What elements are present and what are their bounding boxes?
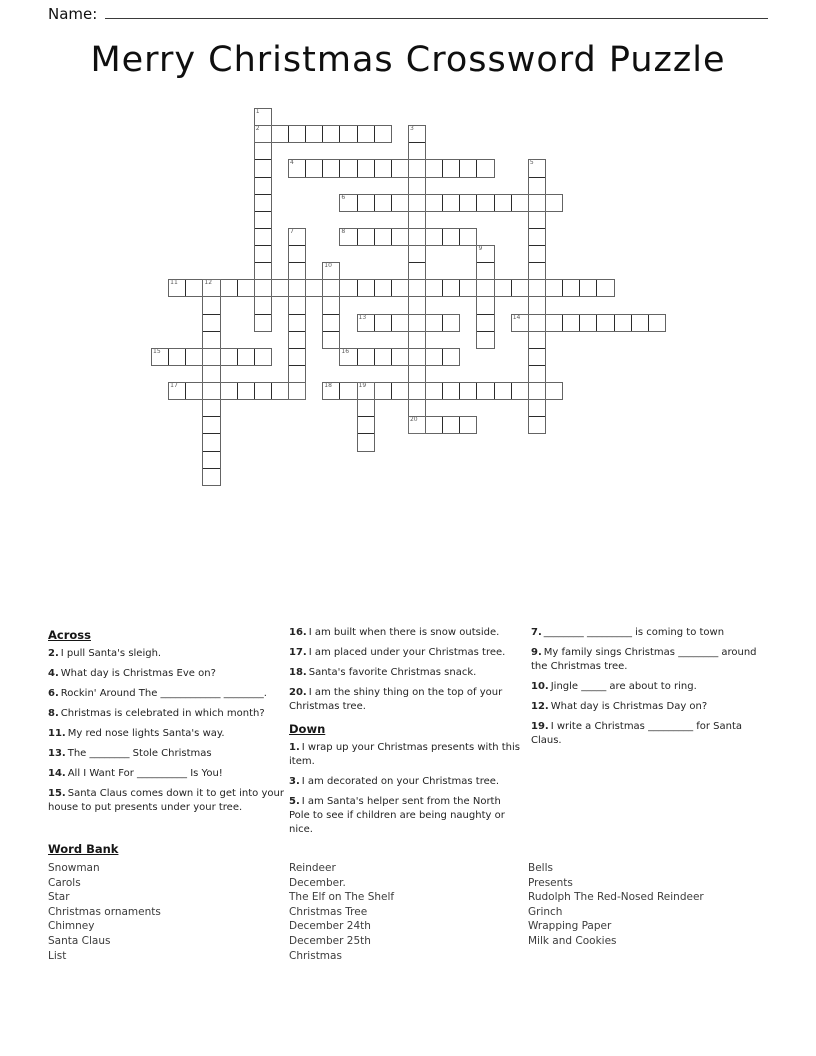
- cell-number: 15: [153, 347, 161, 355]
- clue-number: 8.: [48, 708, 59, 719]
- grid-cell: [357, 279, 375, 297]
- grid-cell: [185, 382, 203, 400]
- grid-cell: [442, 416, 460, 434]
- grid-cell: [202, 314, 220, 332]
- clue-number: 18.: [289, 667, 307, 678]
- cell-number: 17: [170, 382, 178, 390]
- grid-cell: [322, 331, 340, 349]
- grid-cell: [339, 348, 357, 366]
- word-bank-item: Reindeer: [289, 862, 336, 874]
- grid-cell: [528, 159, 546, 177]
- grid-cell: [357, 159, 375, 177]
- word-bank-item: The Elf on The Shelf: [289, 891, 395, 904]
- grid-cell: [408, 142, 426, 160]
- clue-item: [531, 626, 763, 640]
- clue-number: 15.: [48, 788, 66, 799]
- grid-cell: [322, 125, 340, 143]
- word-bank-item: December 24th: [289, 920, 371, 933]
- grid-cell: [339, 279, 357, 297]
- grid-cell: [408, 296, 426, 314]
- grid-cell: [562, 314, 580, 332]
- grid-cell: [408, 382, 426, 400]
- word-bank-section: [48, 842, 776, 962]
- cell-number: 19: [358, 382, 367, 390]
- grid-cell: [288, 125, 306, 143]
- grid-cell: [425, 348, 443, 366]
- grid-cell: [168, 348, 186, 366]
- clue-item: [48, 707, 286, 721]
- grid-cell: [408, 279, 426, 297]
- cell-number: 3: [409, 125, 414, 133]
- clue-number: 16.: [289, 627, 307, 638]
- grid-cell: [254, 262, 272, 280]
- grid-cell: [254, 177, 272, 195]
- clue-text: Rockin' Around The ____________ ________.: [60, 688, 267, 699]
- clue-number: 2.: [48, 648, 59, 659]
- grid-cell: [631, 314, 649, 332]
- word-bank-item: Snowman: [48, 862, 100, 874]
- grid-cell: [288, 159, 306, 177]
- cell-number: 16: [341, 347, 350, 355]
- grid-cell: [254, 314, 272, 332]
- grid-cell: [151, 348, 169, 366]
- grid-cell: [202, 416, 220, 434]
- grid-cell: [391, 314, 409, 332]
- clue-text: Santa's favorite Christmas snack.: [308, 667, 477, 678]
- name-blank-line: [105, 2, 768, 19]
- grid-cell: [237, 382, 255, 400]
- cell-number: 14: [512, 313, 521, 321]
- grid-cell: [254, 245, 272, 263]
- clue-number: 10.: [531, 681, 549, 692]
- clue-text: I pull Santa's sleigh.: [60, 648, 162, 659]
- clue-item: [48, 687, 286, 701]
- grid-cell: [202, 331, 220, 349]
- grid-cell: [288, 314, 306, 332]
- grid-cell: [614, 314, 632, 332]
- word-bank-item: Carols: [48, 876, 81, 889]
- word-bank-item: Milk and Cookies: [528, 934, 617, 947]
- grid-cell: [528, 399, 546, 417]
- clue-number: 14.: [48, 768, 66, 779]
- grid-cell: [476, 194, 494, 212]
- grid-cell: [322, 279, 340, 297]
- clue-text: I am built when there is snow outside.: [308, 627, 500, 638]
- grid-cell: [254, 348, 272, 366]
- clue-number: 20.: [289, 687, 307, 698]
- word-bank-item: Christmas Tree: [289, 905, 368, 918]
- clue-number: 1.: [289, 742, 300, 753]
- grid-cell: [425, 382, 443, 400]
- grid-cell: [528, 177, 546, 195]
- grid-cell: [408, 125, 426, 143]
- grid-cell: [545, 382, 563, 400]
- grid-cell: [476, 331, 494, 349]
- word-bank-item: List: [48, 949, 67, 962]
- grid-cell: [408, 262, 426, 280]
- grid-cell: [220, 348, 238, 366]
- grid-cell: [528, 416, 546, 434]
- clue-text: Santa Claus comes down it to get into your house to put presents under your tree.: [48, 788, 284, 813]
- clue-number: 7.: [531, 627, 542, 638]
- clue-number: 4.: [48, 668, 59, 679]
- word-bank-item: Presents: [528, 876, 573, 889]
- grid-cell: [408, 416, 426, 434]
- grid-cell: [408, 159, 426, 177]
- grid-cell: [528, 296, 546, 314]
- clue-number: 11.: [48, 728, 66, 739]
- clue-item: [289, 626, 521, 640]
- clue-item: [48, 727, 286, 741]
- grid-cell: [476, 382, 494, 400]
- grid-cell: [254, 382, 272, 400]
- grid-cell: [528, 331, 546, 349]
- grid-cell: [288, 228, 306, 246]
- clue-text: The ________ Stole Christmas: [67, 748, 212, 759]
- grid-cell: [374, 348, 392, 366]
- cell-number: 9: [478, 245, 483, 253]
- grid-cell: [202, 279, 220, 297]
- grid-cell: [442, 348, 460, 366]
- grid-cell: [339, 228, 357, 246]
- grid-cell: [168, 382, 186, 400]
- clue-number: 9.: [531, 647, 542, 658]
- cell-number: 8: [341, 227, 346, 235]
- grid-cell: [528, 382, 546, 400]
- grid-cell: [511, 382, 529, 400]
- clue-item: [289, 795, 521, 837]
- grid-cell: [374, 159, 392, 177]
- grid-cell: [425, 416, 443, 434]
- cell-number: 18: [324, 382, 332, 390]
- clue-text: I am the shiny thing on the top of your Christmas tree.: [289, 687, 503, 712]
- grid-cell: [254, 194, 272, 212]
- grid-cell: [528, 365, 546, 383]
- grid-cell: [305, 159, 323, 177]
- grid-cell: [511, 194, 529, 212]
- clue-text: What day is Christmas Day on?: [550, 701, 708, 712]
- grid-cell: [271, 382, 289, 400]
- across-header: Across: [48, 628, 91, 642]
- grid-cell: [425, 228, 443, 246]
- grid-cell: [339, 382, 357, 400]
- clue-item: [289, 741, 521, 769]
- grid-cell: [202, 348, 220, 366]
- word-bank-column-right: [528, 861, 768, 949]
- grid-cell: [357, 433, 375, 451]
- grid-cell: [288, 262, 306, 280]
- word-bank-item: Christmas ornaments: [48, 905, 161, 918]
- grid-cell: [357, 228, 375, 246]
- clue-number: 19.: [531, 721, 549, 732]
- grid-cell: [442, 314, 460, 332]
- grid-cell: [459, 159, 477, 177]
- grid-cell: [357, 314, 375, 332]
- clue-number: 12.: [531, 701, 549, 712]
- clue-item: [289, 666, 521, 680]
- clue-item: [531, 680, 763, 694]
- grid-cell: [425, 279, 443, 297]
- clue-number: 5.: [289, 796, 300, 807]
- clue-item: [531, 646, 763, 674]
- grid-cell: [648, 314, 666, 332]
- cell-number: 12: [204, 279, 213, 287]
- grid-cell: [391, 279, 409, 297]
- clue-item: [531, 720, 763, 748]
- clue-text: I wrap up your Christmas presents with this item.: [289, 742, 521, 767]
- clue-text: I am placed under your Christmas tree.: [308, 647, 506, 658]
- cell-number: 13: [358, 313, 367, 321]
- grid-cell: [579, 279, 597, 297]
- grid-cell: [476, 262, 494, 280]
- clue-text: I am Santa's helper sent from the North Pole to see if children are being naughty or nice.: [289, 796, 505, 835]
- grid-cell: [202, 468, 220, 486]
- grid-cell: [459, 228, 477, 246]
- clue-item: [289, 646, 521, 660]
- grid-cell: [511, 314, 529, 332]
- clue-item: [531, 700, 763, 714]
- grid-cell: [459, 416, 477, 434]
- grid-cell: [237, 279, 255, 297]
- grid-cell: [322, 314, 340, 332]
- grid-cell: [511, 279, 529, 297]
- clue-text: My family sings Christmas ________ around the Christmas tree.: [531, 647, 757, 672]
- clue-item: [48, 747, 286, 761]
- grid-cell: [476, 279, 494, 297]
- grid-cell: [168, 279, 186, 297]
- cell-number: 5: [529, 159, 534, 167]
- grid-cell: [391, 382, 409, 400]
- name-label: Name:: [48, 5, 98, 23]
- grid-cell: [288, 245, 306, 263]
- clues-column-left: [48, 626, 286, 821]
- grid-cell: [425, 314, 443, 332]
- grid-cell: [374, 194, 392, 212]
- grid-cell: [254, 159, 272, 177]
- grid-cell: [305, 279, 323, 297]
- grid-cell: [202, 365, 220, 383]
- grid-cell: [476, 314, 494, 332]
- word-bank-column-middle: [289, 861, 519, 963]
- grid-cell: [374, 125, 392, 143]
- grid-cell: [202, 382, 220, 400]
- grid-cell: [408, 399, 426, 417]
- clues-column-middle: [289, 626, 521, 843]
- grid-cell: [562, 279, 580, 297]
- clue-item: [48, 767, 286, 781]
- grid-cell: [408, 348, 426, 366]
- grid-cell: [528, 211, 546, 229]
- grid-cell: [322, 296, 340, 314]
- grid-cell: [545, 314, 563, 332]
- grid-cell: [459, 194, 477, 212]
- word-bank-item: Rudolph The Red-Nosed Reindeer: [528, 891, 704, 904]
- grid-cell: [374, 314, 392, 332]
- grid-cell: [442, 279, 460, 297]
- grid-cell: [425, 159, 443, 177]
- grid-cell: [220, 279, 238, 297]
- grid-cell: [391, 159, 409, 177]
- grid-cell: [579, 314, 597, 332]
- word-bank-item: Star: [48, 891, 70, 904]
- clue-item: [289, 775, 521, 789]
- grid-cell: [459, 279, 477, 297]
- grid-cell: [220, 382, 238, 400]
- clue-item: [48, 667, 286, 681]
- grid-cell: [545, 194, 563, 212]
- grid-cell: [425, 194, 443, 212]
- grid-cell: [305, 125, 323, 143]
- grid-cell: [528, 348, 546, 366]
- word-bank-column-left: [48, 861, 278, 963]
- down-header: Down: [289, 722, 326, 736]
- cell-number: 20: [409, 416, 418, 424]
- grid-cell: [374, 382, 392, 400]
- grid-cell: [528, 279, 546, 297]
- grid-cell: [254, 142, 272, 160]
- clue-item: [48, 647, 286, 661]
- cell-number: 11: [170, 279, 178, 287]
- grid-cell: [271, 279, 289, 297]
- clue-item: [48, 787, 286, 815]
- grid-cell: [288, 279, 306, 297]
- grid-cell: [202, 296, 220, 314]
- cell-number: 6: [341, 193, 346, 201]
- word-bank-item: Christmas: [289, 949, 342, 962]
- grid-cell: [357, 348, 375, 366]
- grid-cell: [237, 348, 255, 366]
- name-row: [48, 2, 768, 23]
- grid-cell: [442, 159, 460, 177]
- word-bank-item: Wrapping Paper: [528, 920, 612, 933]
- clue-text: I am decorated on your Christmas tree.: [301, 776, 500, 787]
- grid-cell: [408, 314, 426, 332]
- grid-cell: [374, 228, 392, 246]
- grid-cell: [408, 177, 426, 195]
- grid-cell: [596, 279, 614, 297]
- grid-cell: [408, 245, 426, 263]
- grid-cell: [476, 296, 494, 314]
- grid-cell: [476, 245, 494, 263]
- grid-cell: [442, 194, 460, 212]
- word-bank-item: Santa Claus: [48, 934, 111, 947]
- clue-item: [289, 686, 521, 714]
- grid-cell: [391, 194, 409, 212]
- grid-cell: [528, 228, 546, 246]
- grid-cell: [357, 399, 375, 417]
- grid-cell: [271, 125, 289, 143]
- cell-number: 2: [255, 125, 260, 133]
- grid-cell: [494, 279, 512, 297]
- grid-cell: [288, 331, 306, 349]
- word-bank-item: Bells: [528, 862, 553, 874]
- grid-cell: [254, 108, 272, 126]
- grid-cell: [185, 348, 203, 366]
- grid-cell: [408, 331, 426, 349]
- grid-cell: [254, 279, 272, 297]
- grid-cell: [322, 159, 340, 177]
- clue-text: I write a Christmas _________ for Santa Claus.: [531, 721, 743, 746]
- clue-number: 6.: [48, 688, 59, 699]
- grid-cell: [391, 348, 409, 366]
- cell-number: 7: [290, 227, 294, 235]
- grid-cell: [408, 365, 426, 383]
- grid-cell: [408, 211, 426, 229]
- word-bank-item: Chimney: [48, 920, 95, 933]
- grid-cell: [202, 399, 220, 417]
- grid-cell: [357, 382, 375, 400]
- clue-text: Christmas is celebrated in which month?: [60, 708, 265, 719]
- clue-text: Jingle _____ are about to ring.: [550, 681, 697, 692]
- grid-cell: [528, 245, 546, 263]
- cell-number: 4: [290, 159, 294, 167]
- grid-cell: [391, 228, 409, 246]
- grid-cell: [202, 451, 220, 469]
- grid-cell: [202, 433, 220, 451]
- clues-column-right: [531, 626, 763, 754]
- clue-number: 13.: [48, 748, 66, 759]
- grid-cell: [322, 382, 340, 400]
- grid-cell: [185, 279, 203, 297]
- grid-cell: [357, 416, 375, 434]
- grid-cell: [476, 159, 494, 177]
- word-bank-header: Word Bank: [48, 842, 119, 856]
- clue-text: What day is Christmas Eve on?: [60, 668, 216, 679]
- grid-cell: [408, 194, 426, 212]
- grid-cell: [528, 262, 546, 280]
- grid-cell: [339, 194, 357, 212]
- grid-cell: [288, 348, 306, 366]
- grid-cell: [339, 159, 357, 177]
- grid-cell: [288, 382, 306, 400]
- grid-cell: [357, 125, 375, 143]
- grid-cell: [442, 228, 460, 246]
- clue-text: ________ _________ is coming to town: [543, 627, 725, 638]
- grid-cell: [339, 125, 357, 143]
- grid-cell: [494, 382, 512, 400]
- grid-cell: [254, 211, 272, 229]
- word-bank-item: December 25th: [289, 934, 371, 947]
- cell-number: 1: [255, 108, 260, 115]
- clue-text: My red nose lights Santa's way.: [67, 728, 225, 739]
- grid-cell: [254, 125, 272, 143]
- grid-cell: [288, 296, 306, 314]
- word-bank-item: Grinch: [528, 905, 563, 918]
- grid-cell: [288, 365, 306, 383]
- grid-cell: [357, 194, 375, 212]
- clue-text: All I Want For __________ Is You!: [67, 768, 223, 779]
- grid-cell: [459, 382, 477, 400]
- page-title: Merry Christmas Crossword Puzzle: [90, 40, 726, 80]
- grid-cell: [528, 314, 546, 332]
- grid-cell: [442, 382, 460, 400]
- grid-cell: [254, 296, 272, 314]
- grid-cell: [408, 228, 426, 246]
- word-bank-item: December.: [289, 876, 346, 889]
- grid-cell: [596, 314, 614, 332]
- clue-number: 3.: [289, 776, 300, 787]
- grid-cell: [494, 194, 512, 212]
- grid-cell: [322, 262, 340, 280]
- grid-cell: [545, 279, 563, 297]
- clue-number: 17.: [289, 647, 307, 658]
- grid-cell: [374, 279, 392, 297]
- grid-cell: [528, 194, 546, 212]
- grid-cell: [254, 228, 272, 246]
- cell-number: 10: [324, 262, 332, 270]
